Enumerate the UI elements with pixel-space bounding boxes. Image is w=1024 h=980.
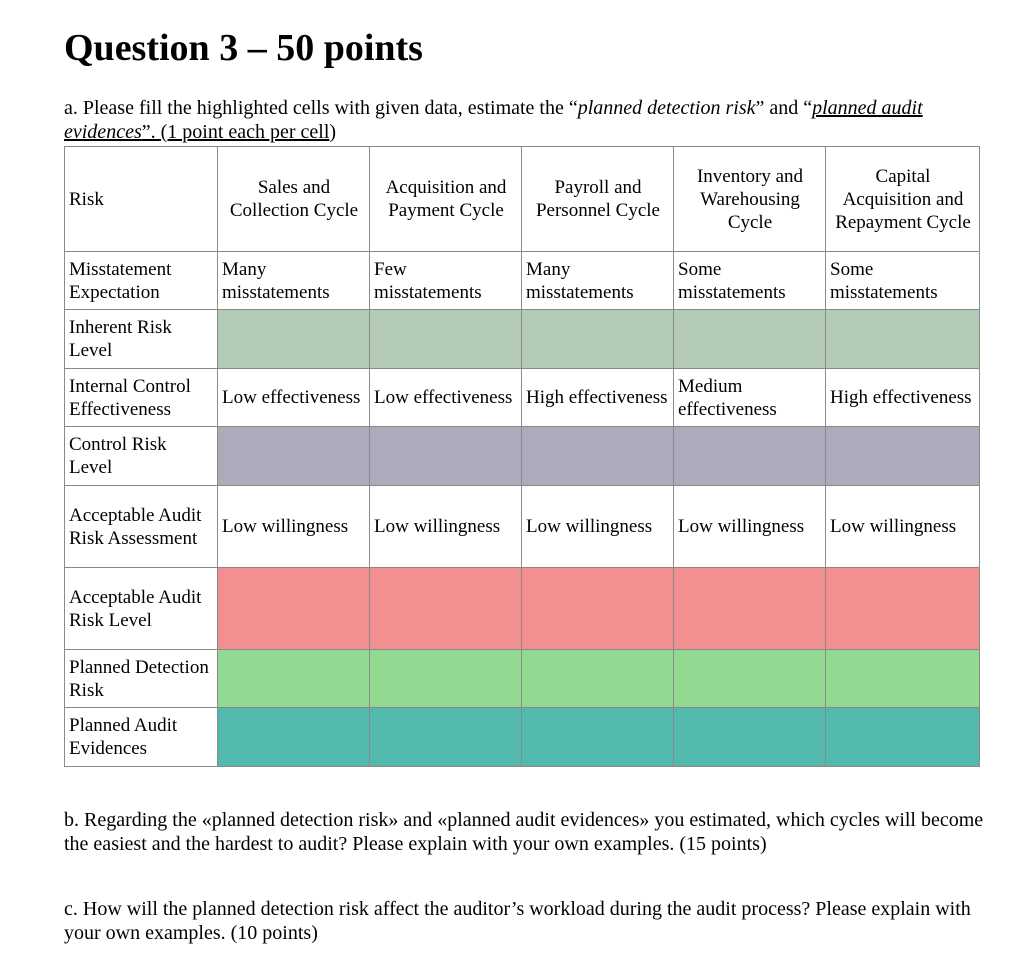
part-b-question: b. Regarding the «planned detection risk» and «planned audit evidences» you estimated, which cycles will become the easiest and the hardest to audit? Please explain with your own examples. (15 points) (64, 809, 984, 855)
row-label: Misstatement Expectation (65, 252, 218, 310)
table-cell: High effectiveness (826, 369, 980, 427)
row-label: Planned Detection Risk (65, 650, 218, 708)
row-label: Internal Control Effectiveness (65, 369, 218, 427)
row-label: Control Risk Level (65, 427, 218, 486)
highlighted-cell[interactable] (826, 310, 980, 369)
header-risk: Risk (65, 147, 218, 252)
highlighted-cell[interactable] (370, 650, 522, 708)
highlighted-cell[interactable] (218, 568, 370, 650)
highlighted-cell[interactable] (674, 427, 826, 486)
highlighted-cell[interactable] (826, 650, 980, 708)
header-acquisition-payment-cycle: Acquisition and Payment Cycle (370, 147, 522, 252)
row-label: Planned Audit Evidences (65, 708, 218, 767)
highlighted-cell[interactable] (674, 310, 826, 369)
table-cell: High effectiveness (522, 369, 674, 427)
highlighted-cell[interactable] (370, 310, 522, 369)
table-row-acceptable-audit-risk-level (65, 568, 980, 650)
table-cell: Low willingness (218, 486, 370, 568)
highlighted-cell[interactable] (522, 568, 674, 650)
header-capital-acquisition-repayment-cycle: Capital Acquisition and Repayment Cycle (826, 147, 980, 252)
table-header-row (65, 147, 980, 252)
highlighted-cell[interactable] (370, 708, 522, 767)
table-row-misstatement-expectation (65, 252, 980, 310)
highlighted-cell[interactable] (674, 650, 826, 708)
highlighted-cell[interactable] (370, 427, 522, 486)
highlighted-cell[interactable] (674, 708, 826, 767)
highlighted-cell[interactable] (826, 708, 980, 767)
highlighted-cell[interactable] (522, 427, 674, 486)
part-c-question: c. How will the planned detection risk affect the auditor’s workload during the audit process? Please explain with your own examples. (10 points) (64, 898, 971, 944)
part-a-term-audit-evidences: planned audit evidences (64, 97, 923, 143)
table-row-planned-detection-risk (65, 650, 980, 708)
row-label: Inherent Risk Level (65, 310, 218, 369)
table-row-inherent-risk-level (65, 310, 980, 369)
table-row-control-risk-level (65, 427, 980, 486)
table-row-internal-control-effectiveness (65, 369, 980, 427)
header-sales-collection-cycle: Sales and Collection Cycle (218, 147, 370, 252)
question-title: Question 3 – 50 points (64, 27, 423, 69)
part-a-prefix: a. Please fill the highlighted cells with given data, estimate the “ (64, 97, 578, 119)
header-payroll-personnel-cycle: Payroll and Personnel Cycle (522, 147, 674, 252)
highlighted-cell[interactable] (218, 427, 370, 486)
table-cell: Low willingness (370, 486, 522, 568)
highlighted-cell[interactable] (218, 310, 370, 369)
table-cell: Many misstatements (522, 252, 674, 310)
row-label: Acceptable Audit Risk Assessment (65, 486, 218, 568)
audit-risk-table (64, 146, 980, 767)
highlighted-cell[interactable] (826, 427, 980, 486)
highlighted-cell[interactable] (522, 650, 674, 708)
table-cell: Few misstatements (370, 252, 522, 310)
table-cell: Some misstatements (674, 252, 826, 310)
highlighted-cell[interactable] (218, 708, 370, 767)
table-cell: Some misstatements (826, 252, 980, 310)
table-row-acceptable-audit-risk-assessment (65, 486, 980, 568)
highlighted-cell[interactable] (826, 568, 980, 650)
highlighted-cell[interactable] (522, 708, 674, 767)
header-inventory-warehousing-cycle: Inventory and Warehousing Cycle (674, 147, 826, 252)
table-cell: Low willingness (826, 486, 980, 568)
part-a-middle: ” and “ (755, 97, 813, 119)
part-a-suffix: ”. (1 point each per cell (141, 121, 330, 143)
table-cell: Low willingness (674, 486, 826, 568)
part-a-suffix-end: ) (329, 121, 337, 143)
table-row-planned-audit-evidences (65, 708, 980, 767)
table-cell: Many misstatements (218, 252, 370, 310)
row-label: Acceptable Audit Risk Level (65, 568, 218, 650)
table-cell: Low willingness (522, 486, 674, 568)
highlighted-cell[interactable] (218, 650, 370, 708)
table-cell: Medium effectiveness (674, 369, 826, 427)
highlighted-cell[interactable] (674, 568, 826, 650)
part-a-term-detection-risk: planned detection risk (577, 97, 756, 119)
highlighted-cell[interactable] (522, 310, 674, 369)
table-cell: Low effectiveness (218, 369, 370, 427)
part-a-instructions (64, 96, 964, 144)
highlighted-cell[interactable] (370, 568, 522, 650)
table-cell: Low effectiveness (370, 369, 522, 427)
